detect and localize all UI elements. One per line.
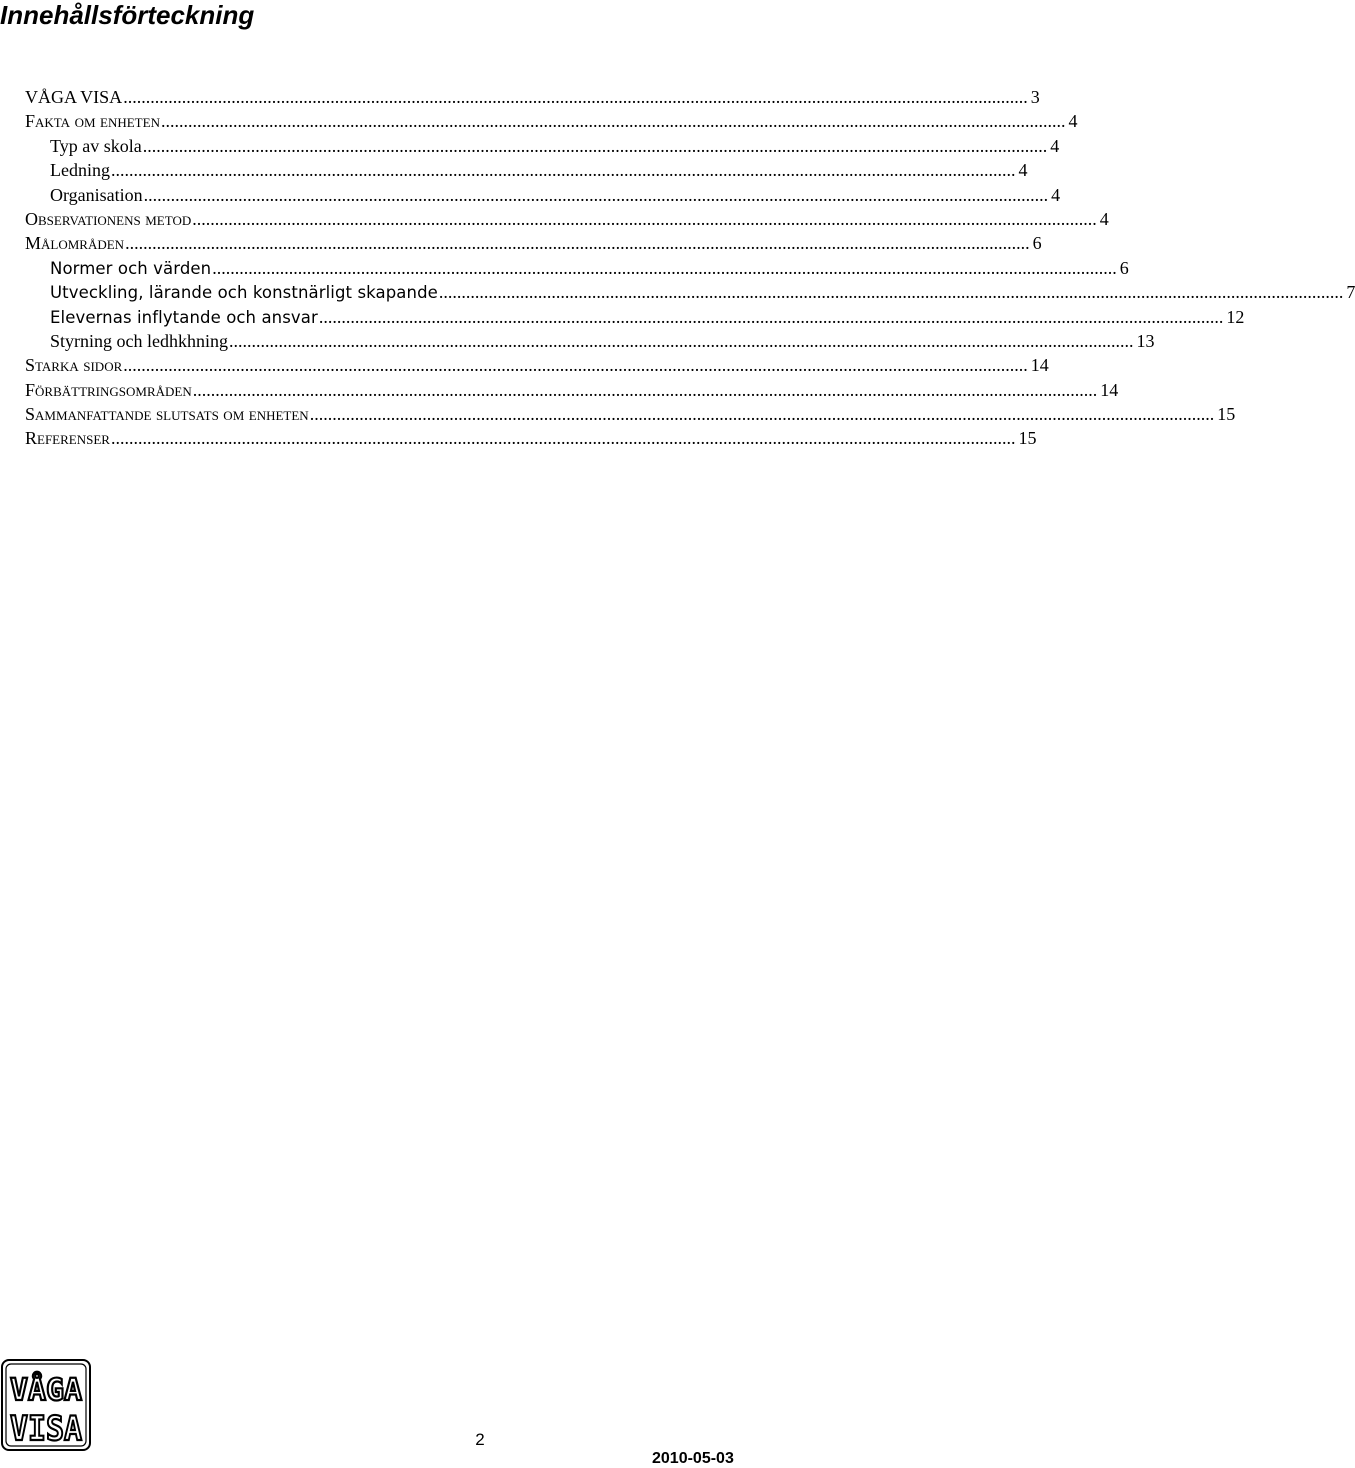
page-title: Innehållsförteckning: [0, 0, 255, 30]
toc-entry-observationens-metod[interactable]: [25, 207, 1109, 231]
toc-entry-label: Förbättringsområden: [25, 379, 192, 400]
toc-entry-page: 4: [1068, 111, 1078, 132]
toc-entry-label: Typ av skola: [50, 135, 142, 156]
toc-entry-forbattringsomraden[interactable]: [25, 378, 1119, 402]
logo-line-1: VÅGA: [10, 1373, 83, 1408]
toc-entry-utveckling[interactable]: [25, 280, 1355, 304]
toc-leader-dots: .........................................................................................................................................................................................................: [123, 87, 1028, 107]
toc-leader-dots: .........................................................................................................................................................................................................: [142, 135, 1048, 156]
toc-entry-sammanfattande-slutsats[interactable]: [25, 402, 1236, 426]
toc-entry-typ-av-skola[interactable]: [25, 134, 1060, 158]
toc-entry-label: VÅGA VISA: [25, 87, 123, 107]
toc-entry-elevernas-inflytande[interactable]: [25, 305, 1245, 329]
toc-leader-dots: .........................................................................................................................................................................................................: [229, 330, 1134, 351]
toc-leader-dots: .........................................................................................................................................................................................................: [160, 111, 1066, 132]
toc-entry-page: 14: [1030, 355, 1049, 376]
toc-entry-malomraden[interactable]: [25, 231, 1042, 255]
toc-leader-dots: .........................................................................................................................................................................................................: [123, 355, 1028, 376]
toc-entry-label: Starka sidor: [25, 355, 123, 376]
toc-entry-page: 14: [1100, 379, 1119, 400]
toc-entry-page: 7: [1346, 282, 1355, 303]
toc-entry-label: Styrning och ledhkhning: [50, 330, 228, 351]
toc-leader-dots: .........................................................................................................................................................................................................: [438, 282, 1344, 303]
toc-leader-dots: .........................................................................................................................................................................................................: [318, 306, 1224, 327]
toc-leader-dots: .........................................................................................................................................................................................................: [192, 379, 1098, 400]
toc-entry-page: 13: [1136, 330, 1155, 351]
toc-entry-page: 4: [1051, 184, 1061, 205]
toc-entry-fakta-om-enheten[interactable]: [25, 109, 1078, 133]
toc-entry-label: Sammanfattande slutsats om enheten: [25, 404, 309, 425]
toc-leader-dots: .........................................................................................................................................................................................................: [125, 233, 1030, 254]
vaga-visa-logo: [0, 1358, 94, 1452]
toc-entry-label: Organisation: [50, 184, 143, 205]
vaga-visa-logo-mark: [0, 1358, 94, 1452]
toc-leader-dots: .........................................................................................................................................................................................................: [192, 208, 1097, 229]
toc-entry-ledning[interactable]: [25, 158, 1028, 182]
toc-entry-page: 6: [1032, 233, 1042, 254]
toc-entry-label: Utveckling, lärande och konstnärligt skapande: [50, 283, 438, 303]
toc-entry-page: 12: [1226, 306, 1245, 327]
toc-leader-dots: .........................................................................................................................................................................................................: [143, 184, 1049, 205]
toc-entry-starka-sidor[interactable]: [25, 353, 1049, 377]
toc-entry-page: 15: [1018, 428, 1037, 449]
toc-entry-label: Referenser: [25, 428, 110, 449]
toc-leader-dots: .........................................................................................................................................................................................................: [212, 257, 1117, 278]
toc-leader-dots: .........................................................................................................................................................................................................: [309, 404, 1215, 425]
footer-date: 2010-05-03: [652, 1450, 734, 1467]
toc-entry-label: Ledning: [50, 160, 110, 181]
toc-entry-label: Elevernas inflytande och ansvar: [50, 307, 318, 327]
toc-entry-page: 4: [1050, 135, 1060, 156]
logo-line-2: VISA: [10, 1409, 82, 1449]
toc-entry-referenser[interactable]: [25, 426, 1037, 450]
toc-entry-label: Observationens metod: [25, 208, 192, 229]
toc-entry-styrning-och-ledning[interactable]: [25, 329, 1155, 353]
toc-entry-organisation[interactable]: [25, 183, 1061, 207]
toc-entry-normer-och-varden[interactable]: [25, 256, 1129, 280]
table-of-contents: [25, 85, 1355, 451]
toc-entry-page: 15: [1217, 404, 1236, 425]
page-number: 2: [475, 1430, 485, 1449]
toc-entry-page: 6: [1119, 257, 1129, 278]
toc-leader-dots: .........................................................................................................................................................................................................: [110, 428, 1016, 449]
toc-leader-dots: .........................................................................................................................................................................................................: [111, 160, 1016, 181]
toc-entry-page: 3: [1030, 87, 1040, 107]
toc-entry-label: Fakta om enheten: [25, 111, 160, 132]
toc-entry-vaga-visa[interactable]: [25, 85, 1040, 109]
toc-entry-page: 4: [1018, 160, 1028, 181]
toc-entry-label: Normer och värden: [50, 258, 212, 278]
toc-entry-page: 4: [1099, 208, 1109, 229]
toc-entry-label: Målområden: [25, 233, 125, 254]
